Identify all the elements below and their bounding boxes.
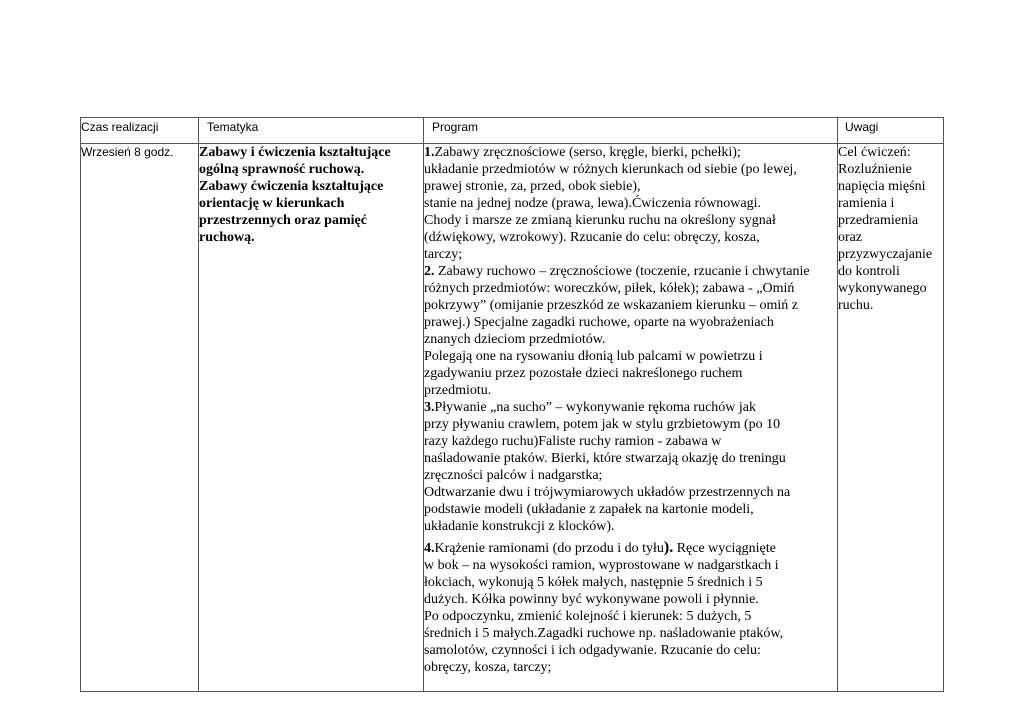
program-line [424, 399, 837, 416]
notes-line: wykonywanego [838, 281, 927, 296]
topic-line: Zabawy ćwiczenia kształtujące [199, 179, 384, 194]
program-line: przy pływaniu crawlem, potem jak w stylu grzbietowym (po 10 [424, 417, 781, 432]
program-line: prawej stronie, za, przed, obok siebie), [424, 179, 641, 194]
program-line: zgadywaniu przez pozostałe dzieci nakreślonego ruchem [424, 366, 743, 381]
plan-table [80, 117, 944, 692]
program-line [424, 539, 837, 557]
header-notes: Uwagi [838, 118, 944, 144]
program-text: Pływanie „na sucho” – wykonywanie rękoma ruchów jak [434, 400, 757, 415]
program-line: naśladowanie ptaków. Bierki, które stwarzają okazję do treningu [424, 451, 786, 466]
program-line: obręczy, kosza, tarczy; [424, 660, 552, 675]
program-line: średnich i 5 małych.Zagadki ruchowe np. naśladowanie ptaków, [424, 626, 784, 641]
section-number: 3. [424, 400, 435, 415]
program-line: Polegają one na rysowaniu dłonią lub palcami w powietrzu i [424, 349, 763, 364]
header-topic: Tematyka [199, 118, 424, 144]
program-line: dużych. Kółka powinny być wykonywane powoli i płynnie. [424, 592, 759, 607]
program-line: zręczności palców i nadgarstka; [424, 468, 603, 483]
notes-line: przedramienia [838, 213, 919, 228]
notes-line: Rozluźnienie [838, 162, 912, 177]
notes-line: ruchu. [838, 298, 874, 313]
notes-line: napięcia mięśni [838, 179, 926, 194]
program-line: różnych przedmiotów: woreczków, piłek, kółek); zabawa - „Omiń [424, 281, 795, 296]
time-cell: Wrzesień 8 godz. [81, 144, 199, 692]
notes-cell [838, 144, 944, 692]
program-text-bold: ). [663, 539, 674, 556]
topic-line: Zabawy i ćwiczenia kształtujące [199, 145, 391, 160]
program-line: tarczy; [424, 247, 463, 262]
program-line: (dźwiękowy, wzrokowy). Rzucanie do celu: obręczy, kosza, [424, 230, 760, 245]
program-line: układanie przedmiotów w różnych kierunkach od siebie (po lewej, [424, 162, 797, 177]
topic-line: ogólną sprawność ruchową. [199, 162, 365, 177]
program-line: razy każdego ruchu)Faliste ruchy ramion - zabawa w [424, 434, 722, 449]
program-line: Po odpoczynku, zmienić kolejność i kierunek: 5 dużych, 5 [424, 609, 752, 624]
table-row [81, 144, 944, 692]
program-line: w bok – na wysokości ramion, wyprostowane w nadgarstkach i [424, 558, 779, 573]
program-line: pokrzywy” (omijanie przeszkód ze wskazaniem kierunku – omiń z [424, 298, 798, 313]
program-text: Krążenie ramionami (do przodu i do tyłu [434, 541, 664, 556]
program-line: układanie konstrukcji z klocków). [424, 519, 615, 534]
notes-line: do kontroli [838, 264, 900, 279]
program-line: podstawie modeli (układanie z zapałek na kartonie modeli, [424, 502, 754, 517]
program-line: Odtwarzanie dwu i trójwymiarowych układów przestrzennych na [424, 485, 791, 500]
program-line [424, 263, 837, 280]
notes-line: oraz [838, 230, 863, 245]
program-line: prawej.) Specjalne zagadki ruchowe, oparte na wyobrażeniach [424, 315, 774, 330]
header-row [81, 118, 944, 144]
program-line: przedmiotu. [424, 383, 492, 398]
notes-line: ramienia i [838, 196, 895, 211]
program-line: stanie na jednej nodze (prawa, lewa).Ćwiczenia równowagi. [424, 196, 762, 211]
program-line: samolotów, czynności i ich odgadywanie. Rzucanie do celu: [424, 643, 761, 658]
program-line [424, 144, 837, 161]
header-time: Czas realizacji [81, 118, 199, 144]
program-line: Chody i marsze ze zmianą kierunku ruchu na określony sygnał [424, 213, 776, 228]
topic-cell [199, 144, 424, 692]
program-text: Zabawy ruchowo – zręcznościowe (toczenie, rzucanie i chwytanie [434, 264, 810, 279]
section-number: 2. [424, 264, 435, 279]
notes-line: przyzwyczajanie [838, 247, 933, 262]
section-number: 4. [424, 541, 435, 556]
program-line: znanych dzieciom przedmiotów. [424, 332, 606, 347]
program-cell [424, 144, 838, 692]
section-number: 1. [424, 145, 435, 160]
topic-line: przestrzennych oraz pamięć [199, 213, 367, 228]
topic-line: orientację w kierunkach [199, 196, 345, 211]
topic-line: ruchową. [199, 230, 255, 245]
notes-line: Cel ćwiczeń: [838, 145, 911, 160]
program-line: łokciach, wykonują 5 kółek małych, następnie 5 średnich i 5 [424, 575, 763, 590]
program-text: Ręce wyciągnięte [673, 541, 776, 556]
header-program: Program [424, 118, 838, 144]
program-text: Zabawy zręcznościowe (serso, kręgle, bierki, pchełki); [434, 145, 741, 160]
